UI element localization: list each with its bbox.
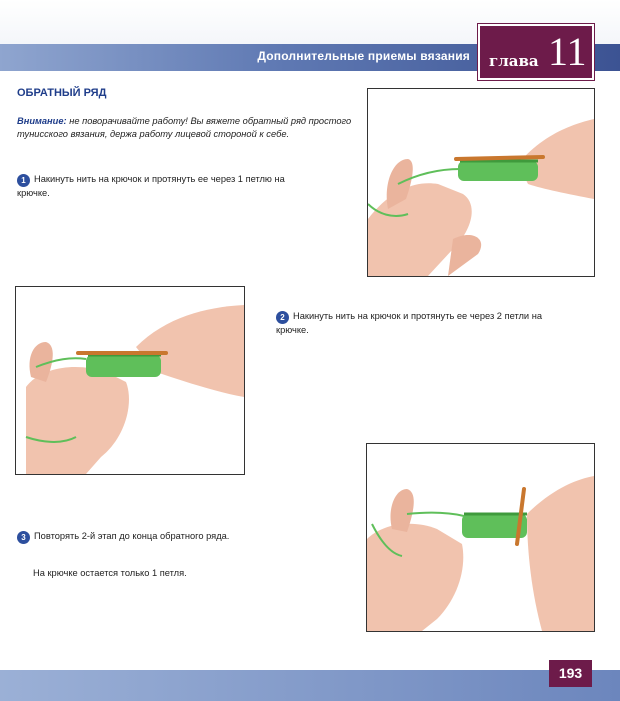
section-title: ОБРАТНЫЙ РЯД [17, 87, 107, 99]
step-1 [17, 173, 307, 200]
photo-step-3 [366, 443, 595, 632]
photo-step-2-illustration [16, 287, 244, 474]
page-footer [0, 670, 620, 701]
step-3-extra: На крючке остается только 1 петля. [33, 568, 187, 578]
step-2-text: Накинуть нить на крючок и протянуть ее через 2 петли на крючке. [276, 311, 543, 335]
photo-step-1-illustration [368, 89, 594, 276]
chapter-word: глава [489, 52, 539, 70]
step-3-number: 3 [17, 531, 30, 544]
photo-step-2 [15, 286, 245, 475]
page-number: 193 [549, 660, 592, 687]
photo-step-3-illustration [367, 444, 594, 631]
step-1-text: Накинуть нить на крючок и протянуть ее через 1 петлю на крючке. [17, 174, 285, 198]
step-2 [276, 310, 566, 337]
header-title: Дополнительные приемы вязания [257, 49, 470, 63]
note-text: не поворачивайте работу! Вы вяжете обратный ряд простого тунисского вязания, держа работу лицевой стороной к себе. [17, 116, 352, 139]
step-3 [17, 530, 337, 544]
photo-step-1 [367, 88, 595, 277]
step-2-number: 2 [276, 311, 289, 324]
step-1-number: 1 [17, 174, 30, 187]
chapter-number: 11 [548, 29, 587, 74]
chapter-badge [478, 24, 594, 80]
note-label: Внимание: [17, 116, 67, 126]
note-paragraph [17, 115, 357, 141]
step-3-text: Повторять 2-й этап до конца обратного ряда. [34, 531, 230, 541]
